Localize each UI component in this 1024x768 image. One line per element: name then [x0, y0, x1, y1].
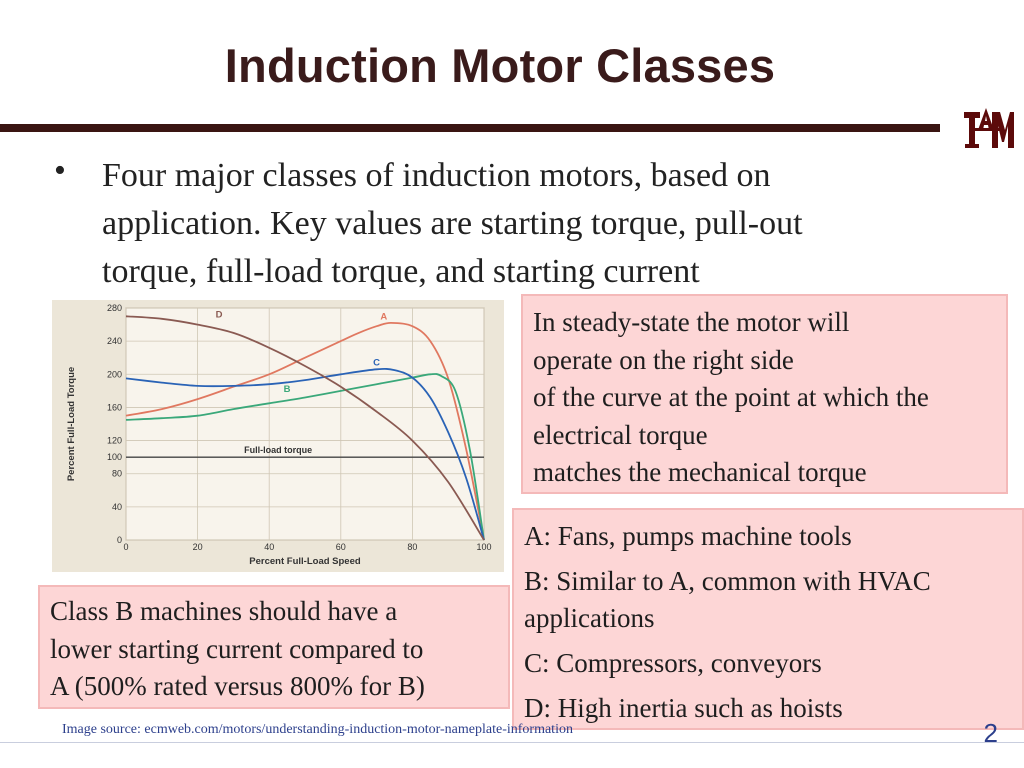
x-tick-label: 0 [123, 542, 129, 552]
note-line: electrical torque [533, 419, 708, 450]
series-a-label: A [380, 311, 388, 323]
class-d-item: D: High inertia such as hoists [524, 693, 843, 723]
y-tick-label: 40 [111, 501, 122, 512]
y-tick-label: 120 [106, 435, 122, 446]
image-source-link: Image source: ecmweb.com/motors/understanding-induction-motor-nameplate-information [62, 722, 573, 737]
note-line: Class B machines should have a [50, 596, 398, 626]
x-tick-label: 60 [335, 542, 346, 552]
series-d-label: D [215, 309, 223, 321]
class-a-item: A: Fans, pumps machine tools [524, 521, 852, 551]
y-tick-label: 280 [106, 303, 122, 313]
series-c-label: C [373, 357, 381, 369]
full-load-torque-label: Full-load torque [244, 445, 313, 456]
y-axis-label: Percent Full-Load Torque [66, 366, 77, 482]
y-tick-label: 100 [106, 452, 122, 463]
bullet-text [102, 152, 952, 296]
class-b-item: B: Similar to A, common with HVAC applications [524, 566, 931, 633]
bullet-line: torque, full-load torque, and starting current [102, 253, 700, 290]
x-tick-label: 100 [476, 542, 492, 552]
footer-divider [0, 742, 1024, 743]
x-axis-label: Percent Full-Load Speed [249, 556, 361, 567]
note-line: matches the mechanical torque [533, 457, 867, 487]
y-tick-label: 80 [111, 468, 122, 479]
bullet-line: Four major classes of induction motors, based on [102, 157, 771, 194]
x-tick-label: 40 [264, 542, 275, 552]
x-tick-label: 80 [407, 542, 418, 552]
bullet-line: application. Key values are starting torque, pull-out [102, 205, 803, 242]
note-line: of the curve at the point at which the [533, 382, 929, 412]
note-line: A (500% rated versus 800% for B) [50, 671, 425, 701]
class-b-current-note [38, 585, 510, 709]
note-line: In steady-state the motor will [533, 307, 850, 337]
plot-area [126, 308, 484, 540]
page-number: 2 [983, 718, 998, 748]
title-divider [0, 124, 940, 132]
torque-speed-chart [52, 300, 504, 572]
note-line: operate on the right side [533, 344, 794, 375]
note-line: lower starting current compared to [50, 633, 424, 664]
series-b-label: B [283, 384, 291, 396]
tamu-logo [958, 104, 1014, 152]
steady-state-note [521, 294, 1008, 494]
y-tick-label: 200 [106, 369, 122, 380]
y-tick-label: 240 [106, 336, 122, 347]
slide-title: Induction Motor Classes [224, 39, 776, 92]
motor-classes-note [512, 508, 1024, 730]
class-c-item: C: Compressors, conveyors [524, 648, 822, 678]
y-tick-label: 160 [106, 402, 122, 413]
x-tick-label: 20 [192, 542, 203, 552]
bullet-marker: • [54, 152, 66, 189]
y-tick-label: 0 [116, 535, 122, 545]
